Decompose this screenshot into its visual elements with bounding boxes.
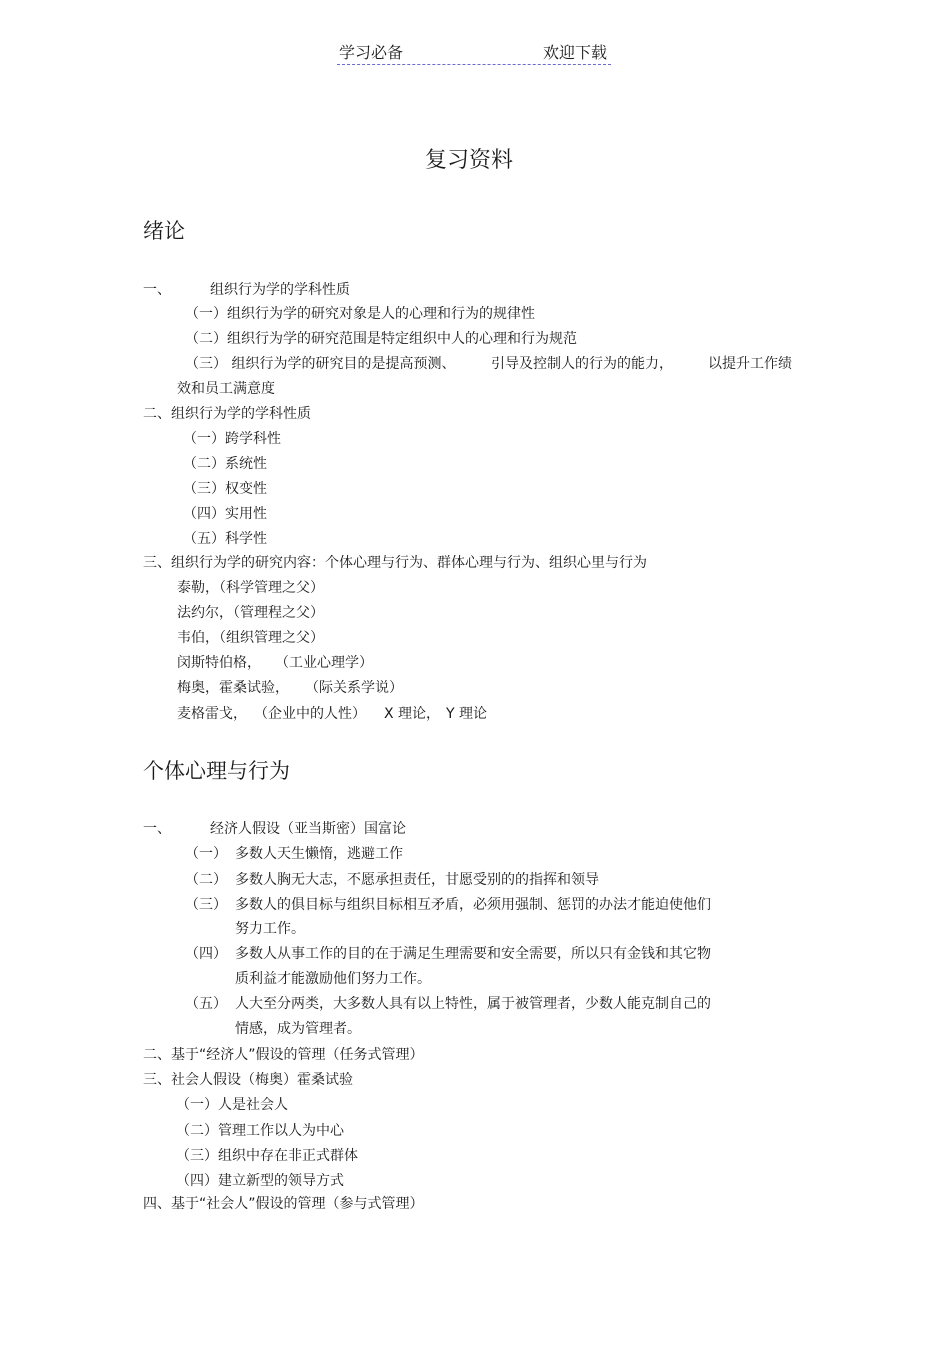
s1-point-2-item-4: （四）实用性 [183, 506, 267, 522]
s2-point-4: 四、基于“社会人”假设的管理（参与式管理） [143, 1196, 424, 1212]
s1-point-2: 二、组织行为学的学科性质 [143, 406, 311, 422]
s2-point-1-item-2 [185, 870, 599, 890]
s1-person-5-a: 梅奥，霍桑试验， [177, 680, 289, 696]
header-left-text: 学习必备 [339, 43, 404, 62]
s1-person-6-b: （企业中的人性） [254, 706, 366, 722]
s2-point-1-item-1 [185, 844, 403, 864]
s2-point-1-item-3 [185, 895, 711, 915]
s1-person-4-a: 闵斯特伯格， [177, 655, 261, 671]
s1-person-2-a: 法约尔，（管理程之父） [177, 605, 324, 621]
header-right-text: 欢迎下载 [542, 43, 607, 62]
s1-point-1-item-2: （二）组织行为学的研究范围是特定组织中人的心理和行为规范 [185, 331, 577, 347]
s1-point-1-item-3-b: 引导及控制人的行为的能力， [491, 356, 673, 372]
s2-point-1-num: 一、 [143, 821, 171, 837]
s2-point-1-item-2-text: 多数人胸无大志，不愿承担责任，甘愿受别的的指挥和领导 [235, 872, 599, 888]
s2-point-1-item-1-text: 多数人天生懒惰，逃避工作 [235, 846, 403, 862]
s1-point-2-item-5: （五）科学性 [183, 531, 267, 547]
s2-point-1-item-3-cont: 努力工作。 [235, 921, 305, 937]
s2-point-3-item-2: （二）管理工作以人为中心 [176, 1123, 344, 1139]
s1-point-3: 三、组织行为学的研究内容：个体心理与行为、群体心理与行为、组织心里与行为 [143, 555, 647, 571]
s2-point-1-item-4-num: （四） [185, 946, 227, 962]
s1-point-2-item-3: （三）权变性 [183, 481, 267, 497]
s1-point-2-item-1: （一）跨学科性 [183, 431, 281, 447]
s1-point-1-num: 一、 [143, 282, 171, 298]
s1-point-1-item-3-a: （三） 组织行为学的研究目的是提高预测、 [185, 356, 456, 372]
s2-point-1-item-2-num: （二） [185, 872, 227, 888]
s1-person-5 [177, 678, 403, 698]
s1-point-1-item-3-cont: 效和员工满意度 [177, 381, 275, 397]
s1-person-6-c: X 理论， [384, 706, 441, 722]
s1-point-1-item-1: （一）组织行为学的研究对象是人的心理和行为的规律性 [185, 306, 535, 322]
s1-person-6-d: Y 理论 [446, 706, 488, 722]
document-title: 复习资料 [424, 148, 513, 173]
s2-point-3-item-3: （三）组织中存在非正式群体 [176, 1148, 358, 1164]
s1-person-3-a: 韦伯，（组织管理之父） [177, 630, 324, 646]
s2-point-1-item-5-cont: 情感，成为管理者。 [235, 1021, 361, 1037]
s1-person-1-a: 泰勒，（科学管理之父） [177, 580, 324, 596]
s2-point-1 [143, 819, 406, 839]
s1-point-1-item-3 [185, 354, 792, 374]
section-heading-individual: 个体心理与行为 [143, 759, 290, 783]
s1-person-3 [177, 628, 324, 648]
s2-point-3-item-1: （一）人是社会人 [176, 1097, 288, 1113]
s2-point-2: 二、基于“经济人”假设的管理（任务式管理） [143, 1047, 424, 1063]
s2-point-3: 三、社会人假设（梅奥）霍桑试验 [143, 1072, 353, 1088]
s1-person-6-a: 麦格雷戈， [177, 706, 247, 722]
s2-point-1-item-4-cont: 质利益才能激励他们努力工作。 [235, 971, 431, 987]
s2-point-1-item-5-text: 人大至分两类，大多数人具有以上特性，属于被管理者，少数人能克制自己的 [235, 996, 711, 1012]
s1-person-1 [177, 578, 324, 598]
s1-person-2 [177, 603, 324, 623]
s2-point-1-item-5-num: （五） [185, 996, 227, 1012]
s1-person-5-b: （际关系学说） [305, 680, 403, 696]
section-heading-intro: 绪论 [143, 219, 185, 243]
s2-point-1-item-1-num: （一） [185, 846, 227, 862]
page-header [337, 42, 611, 65]
s2-point-1-item-4 [185, 944, 711, 964]
s2-point-1-text: 经济人假设（亚当斯密）国富论 [210, 821, 406, 837]
s1-point-2-item-2: （二）系统性 [183, 456, 267, 472]
s1-person-4-b: （工业心理学） [275, 655, 373, 671]
s2-point-3-item-4: （四）建立新型的领导方式 [176, 1173, 344, 1189]
s1-point-1-text: 组织行为学的学科性质 [210, 282, 350, 298]
s1-point-1-item-3-c: 以提升工作绩 [708, 356, 792, 372]
s2-point-1-item-3-num: （三） [185, 897, 227, 913]
s2-point-1-item-5 [185, 994, 711, 1014]
s2-point-1-item-3-text: 多数人的俱目标与组织目标相互矛盾，必须用强制、惩罚的办法才能迫使他们 [235, 897, 711, 913]
s2-point-1-item-4-text: 多数人从事工作的目的在于满足生理需要和安全需要，所以只有金钱和其它物 [235, 946, 711, 962]
s1-person-6 [177, 704, 487, 724]
s1-person-4 [177, 653, 373, 673]
s1-point-1 [143, 280, 350, 300]
